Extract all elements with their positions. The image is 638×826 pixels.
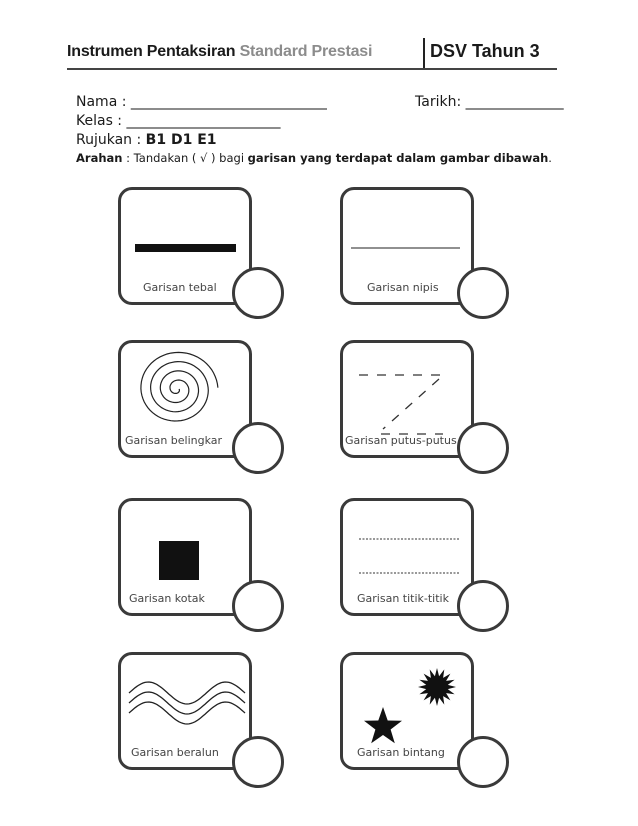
tarikh-field[interactable]: Tarikh: ______________: [415, 94, 564, 110]
checkbox-circle-garisan-kotak[interactable]: [232, 580, 284, 632]
header-subject: DSV Tahun 3: [430, 41, 540, 61]
checkbox-circle-garisan-belingkar[interactable]: [232, 422, 284, 474]
instruction-line: [76, 151, 552, 165]
card-caption: Garisan kotak: [129, 592, 205, 605]
card-garisan-nipis: [340, 187, 474, 305]
card-garisan-titik-titik: [340, 498, 474, 616]
header-separator: [423, 38, 425, 68]
card-caption: Garisan beralun: [131, 746, 219, 759]
rujukan-label: Rujukan :: [76, 132, 146, 148]
card-caption: Garisan tebal: [143, 281, 217, 294]
arahan-label: Arahan: [76, 151, 123, 165]
checkbox-circle-garisan-putus-putus[interactable]: [457, 422, 509, 474]
checkbox-circle-garisan-titik-titik[interactable]: [457, 580, 509, 632]
checkbox-circle-garisan-tebal[interactable]: [232, 267, 284, 319]
card-caption: Garisan nipis: [367, 281, 439, 294]
nama-field[interactable]: Nama : ____________________________: [76, 94, 327, 110]
card-garisan-putus-putus: [340, 340, 474, 458]
header-title-sub: Standard Prestasi: [239, 43, 373, 60]
checkbox-circle-garisan-bintang[interactable]: [457, 736, 509, 788]
page-header: [67, 38, 557, 68]
card-caption: Garisan titik-titik: [357, 592, 449, 605]
card-caption: Garisan putus-putus: [345, 434, 457, 447]
arahan-bold-text: garisan yang terdapat dalam gambar dibawah: [247, 151, 549, 165]
header-title-main: Instrumen Pentaksiran: [67, 43, 236, 60]
card-garisan-beralun: [118, 652, 252, 770]
header-title: [67, 43, 372, 61]
arahan-end: .: [548, 151, 552, 165]
kelas-field[interactable]: Kelas : ______________________: [76, 113, 281, 129]
card-caption: Garisan bintang: [357, 746, 445, 759]
header-rule: [67, 68, 557, 70]
card-garisan-bintang: [340, 652, 474, 770]
rujukan-value: B1 D1 E1: [145, 132, 217, 148]
checkbox-circle-garisan-nipis[interactable]: [457, 267, 509, 319]
rujukan-line: [76, 132, 217, 148]
arahan-text: : Tandakan ( √ ) bagi: [122, 151, 248, 165]
card-caption: Garisan belingkar: [125, 434, 223, 447]
checkbox-circle-garisan-beralun[interactable]: [232, 736, 284, 788]
